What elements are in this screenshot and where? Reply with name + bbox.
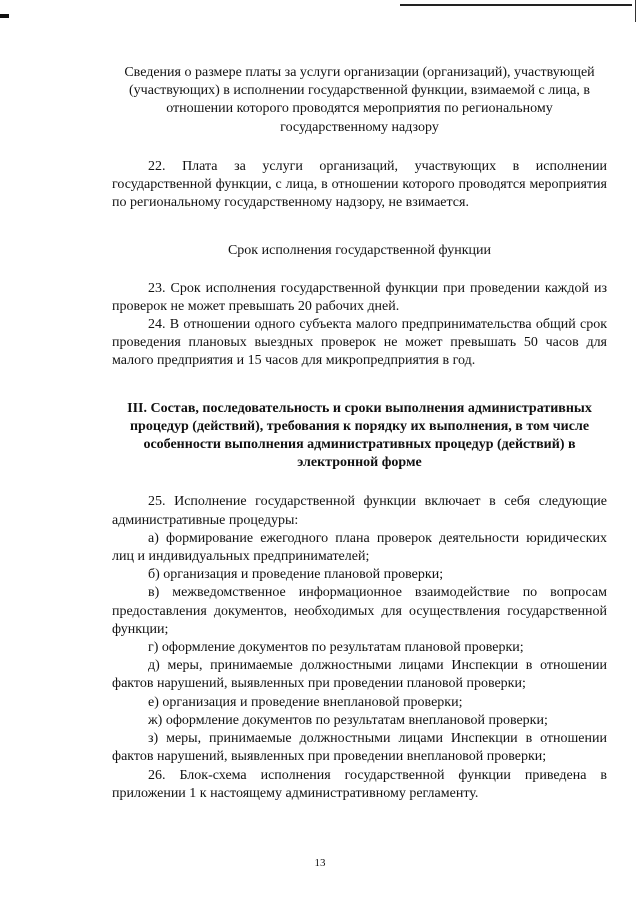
scan-artifact-mark (0, 14, 9, 18)
scan-artifact-edge (635, 0, 636, 22)
heading-term: Срок исполнения государственной функции (227, 243, 492, 259)
paragraph-22: 22. Плата за услуги организаций, участвующих в исполнении государственной функции, с лица, в отношении которого проводятся мероприятия по региональному государственному надзору, не взимается. (112, 158, 607, 211)
heading-section-3: III. Состав, последовательность и сроки выполнения административных процедур (действий), требования к порядку их выполнения, в том числе особенности выполнения административных процедур (действий) в электронной форме (127, 400, 592, 471)
heading-fees: Сведения о размере платы за услуги организации (организаций), участвующей (участвующих) в исполнении государственной функции, взимаемой с лица, в отношении которого проводятся мероприятия по региональному государственному надзору (124, 65, 595, 135)
list-item-z: з) меры, принимаемые должностными лицами Инспекции в отношении фактов нарушений, выявленных при проведении внеплановой проверки; (112, 731, 607, 765)
page-number: 13 (314, 857, 326, 869)
paragraph-23: 23. Срок исполнения государственной функции при проведении каждой из проверок не может превышать 20 рабочих дней. (112, 280, 607, 314)
list-item-d: д) меры, принимаемые должностными лицами Инспекции в отношении фактов нарушений, выявленных при проведении плановой проверки; (112, 658, 607, 692)
scan-artifact-line (400, 4, 632, 6)
paragraph-25: 25. Исполнение государственной функции включает в себя следующие административные процедуры: (112, 494, 607, 528)
paragraph-26: 26. Блок-схема исполнения государственной функции приведена в приложении 1 к настоящему административному регламенту. (112, 767, 607, 801)
list-item-g: г) оформление документов по результатам плановой проверки; (148, 640, 524, 656)
list-item-b: б) организация и проведение плановой проверки; (148, 567, 444, 583)
list-item-a: а) формирование ежегодного плана проверок деятельности юридических лиц и индивидуальных предпринимателей; (112, 530, 607, 565)
list-item-e: е) организация и проведение внеплановой проверки; (148, 694, 463, 710)
list-item-zh: ж) оформление документов по результатам внеплановой проверки; (148, 712, 548, 728)
paragraph-24: 24. В отношении одного субъекта малого предпринимательства общий срок проведения плановых выездных проверок не может превышать 50 часов для малого предприятия и 15 часов для микропредприятия в год. (112, 317, 607, 369)
document-page (112, 64, 607, 803)
list-item-v: в) межведомственное информационное взаимодействие по вопросам предоставления документов, необходимых для осуществления государственной функции; (112, 585, 607, 637)
